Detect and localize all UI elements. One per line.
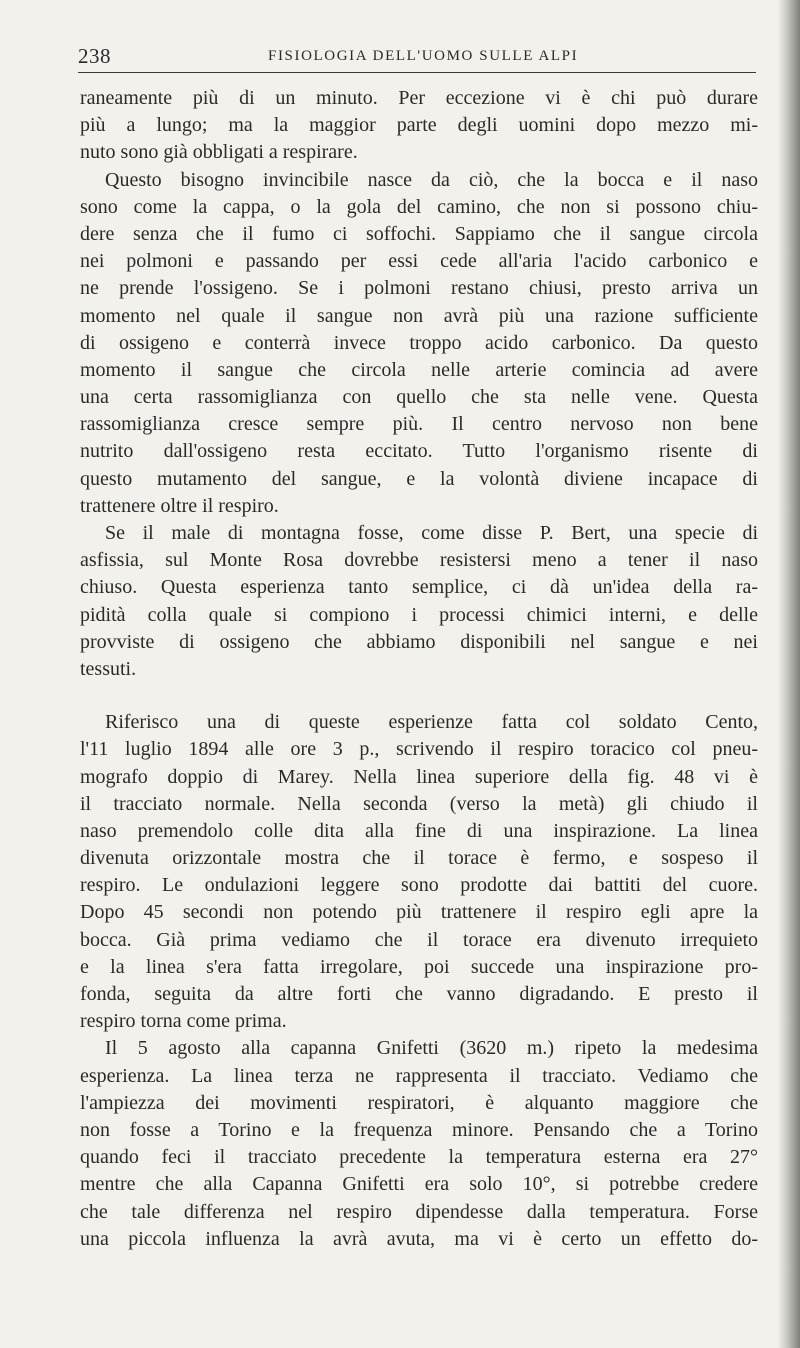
paragraph-gap xyxy=(80,683,758,709)
text-line: più a lungo; ma la maggior parte degli uomini dopo mezzo mi- xyxy=(80,114,758,137)
text-line: tessuti. xyxy=(80,657,137,680)
text-line: l'ampiezza dei movimenti respiratori, è alquanto maggiore che xyxy=(80,1091,758,1114)
text-line: l'11 luglio 1894 alle ore 3 p., scrivendo il respiro toracico col pneu- xyxy=(80,738,758,761)
text-line: Questo bisogno invincibile nasce da ciò, che la bocca e il naso xyxy=(105,168,758,191)
text-line: e la linea s'era fatta irregolare, poi succede una inspirazione pro- xyxy=(80,955,758,978)
text-line: fonda, seguita da altre forti che vanno digradando. E presto il xyxy=(80,983,758,1005)
text-line: divenuta orizzontale mostra che il torace è fermo, e sospeso il xyxy=(80,847,758,870)
text-line: rassomiglianza cresce sempre più. Il centro nervoso non bene xyxy=(80,413,758,436)
paragraph xyxy=(80,85,758,167)
paragraph xyxy=(80,520,758,683)
text-line: non fosse a Torino e la frequenza minore. Pensando che a Torino xyxy=(80,1118,758,1141)
text-line: una piccola influenza la avrà avuta, ma vi è certo un effetto do- xyxy=(80,1227,758,1250)
text-line: Il 5 agosto alla capanna Gnifetti (3620 m.) ripeto la medesima xyxy=(105,1037,758,1060)
text-line: asfissia, sul Monte Rosa dovrebbe resistersi meno a tener il naso xyxy=(80,549,758,572)
text-line: Riferisco una di queste esperienze fatta col soldato Cento, xyxy=(105,711,758,734)
body-text xyxy=(80,85,758,1253)
text-line: questo mutamento del sangue, e la volontà diviene incapace di xyxy=(80,467,758,490)
text-line: respiro torna come prima. xyxy=(80,1010,287,1033)
running-title: FISIOLOGIA DELL'UOMO SULLE ALPI xyxy=(268,48,579,64)
paragraph xyxy=(80,1035,758,1253)
text-line: nuto sono già obbligati a respirare. xyxy=(80,141,358,164)
text-line: una certa rassomiglianza con quello che sta nelle vene. Questa xyxy=(80,386,758,409)
text-line: di ossigeno e conterrà invece troppo acido carbonico. Da questo xyxy=(80,331,758,354)
text-line: che tale differenza nel respiro dipendesse dalla temperatura. Forse xyxy=(80,1200,758,1223)
text-line: il tracciato normale. Nella seconda (verso la metà) gli chiudo il xyxy=(80,792,758,815)
text-line: quando feci il tracciato precedente la temperatura esterna era 27° xyxy=(80,1146,758,1169)
text-line: pidità colla quale si compiono i processi chimici interni, e delle xyxy=(80,603,758,626)
header-rule xyxy=(78,72,756,73)
text-line: momento il sangue che circola nelle arterie comincia ad avere xyxy=(80,358,758,381)
text-line: dere senza che il fumo ci soffochi. Sappiamo che il sangue circola xyxy=(80,222,758,245)
paragraph xyxy=(80,167,758,520)
text-line: naso premendolo colle dita alla fine di una inspirazione. La linea xyxy=(80,819,758,842)
text-line: trattenere oltre il respiro. xyxy=(80,494,279,517)
text-line: chiuso. Questa esperienza tanto semplice, ci dà un'idea della ra- xyxy=(80,576,758,599)
text-line: ne prende l'ossigeno. Se i polmoni restano chiusi, presto arriva un xyxy=(80,277,758,300)
text-line: provviste di ossigeno che abbiamo disponibili nel sangue e nei xyxy=(80,630,758,653)
paragraph xyxy=(80,709,758,1035)
page-number: 238 xyxy=(78,44,111,68)
text-line: Se il male di montagna fosse, come disse P. Bert, una specie di xyxy=(105,522,758,544)
text-line: momento nel quale il sangue non avrà più una razione sufficiente xyxy=(80,304,758,327)
text-line: nei polmoni e passando per essi cede all'aria l'acido carbonico e xyxy=(80,250,758,273)
text-line: Dopo 45 secondi non potendo più trattenere il respiro egli apre la xyxy=(80,901,758,924)
text-line: sono come la cappa, o la gola del camino, che non si possono chiu- xyxy=(80,195,758,218)
page-header xyxy=(78,44,758,70)
text-line: mentre che alla Capanna Gnifetti era solo 10°, si potrebbe credere xyxy=(80,1173,758,1196)
text-line: mografo doppio di Marey. Nella linea superiore della fig. 48 vi è xyxy=(80,765,758,788)
text-line: respiro. Le ondulazioni leggere sono prodotte dai battiti del cuore. xyxy=(80,874,758,897)
text-line: esperienza. La linea terza ne rappresenta il tracciato. Vediamo che xyxy=(80,1064,758,1087)
text-line: bocca. Già prima vediamo che il torace era divenuto irrequieto xyxy=(80,928,758,951)
text-line: nutrito dall'ossigeno resta eccitato. Tutto l'organismo risente di xyxy=(80,440,758,463)
page-edge-shadow xyxy=(778,0,800,1348)
text-line: raneamente più di un minuto. Per eccezione vi è chi può durare xyxy=(80,87,758,109)
